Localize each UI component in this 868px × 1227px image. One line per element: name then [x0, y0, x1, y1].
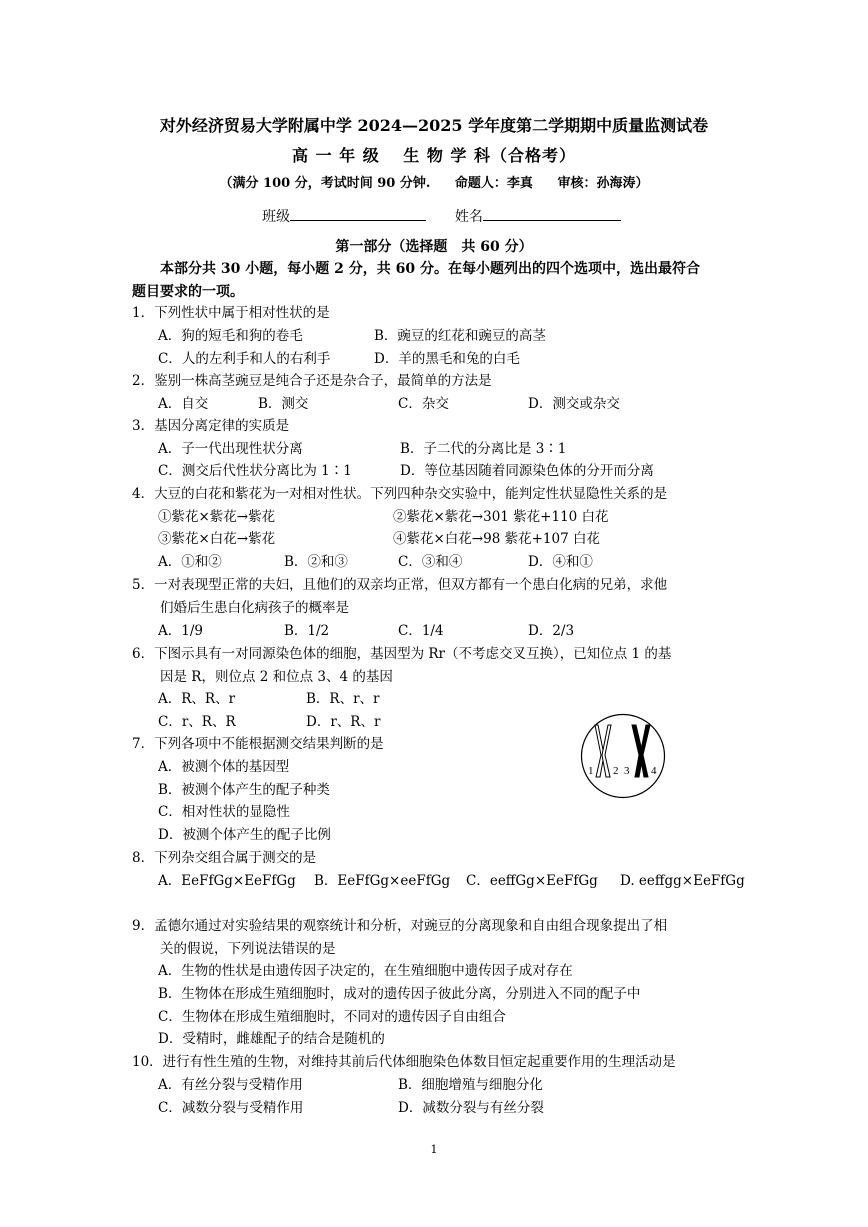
- student-info-line: [262, 206, 621, 226]
- answer-option: D．减数分裂与有丝分裂: [398, 1100, 544, 1116]
- answer-option: B．R、r、r: [306, 691, 380, 707]
- answer-option: C．人的左利手和人的右利手: [158, 351, 331, 367]
- answer-option: A．EeFfGg×EeFfGg: [158, 873, 296, 889]
- question-line: 7．下列各项中不能根据测交结果判断的是: [132, 736, 384, 752]
- answer-option: B．细胞增殖与细胞分化: [398, 1077, 543, 1093]
- answer-option: B．1/2: [284, 623, 330, 639]
- question-line: 2．鉴别一株高茎豌豆是纯合子还是杂合子，最简单的方法是: [132, 373, 492, 389]
- question-line: A．生物的性状是由遗传因子决定的，在生殖细胞中遗传因子成对存在: [158, 963, 573, 979]
- answer-option: B．测交: [258, 396, 309, 412]
- exam-info-author: 命题人：李真: [454, 176, 533, 191]
- answer-option: D．测交或杂交: [528, 396, 620, 412]
- answer-option: D．2/3: [528, 623, 575, 639]
- page-number: 1: [430, 1143, 438, 1156]
- exam-subtitle: 高 一 年 级 生 物 学 科（合格考）: [292, 146, 576, 165]
- section-title: 第一部分（选择题 共 60 分）: [335, 239, 533, 255]
- cell-outline: [582, 715, 665, 798]
- section-intro-line-2: 题目要求的一项。: [132, 284, 244, 300]
- question-line: 10．进行有性生殖的生物，对维持其前后代体细胞染色体数目恒定起重要作用的生理活动是: [132, 1054, 676, 1070]
- name-blank[interactable]: [483, 206, 621, 221]
- answer-option: C．③和④: [398, 554, 463, 570]
- answer-option: A．有丝分裂与受精作用: [158, 1077, 303, 1093]
- answer-option: C．r、R、R: [158, 714, 236, 730]
- answer-option: D．r、R、r: [306, 714, 381, 730]
- exam-info: [0, 172, 868, 191]
- question-line: C．相对性状的显隐性: [158, 804, 290, 820]
- exam-info-reviewer: 审核：孙海涛）: [557, 176, 649, 191]
- answer-option: D．④和①: [528, 554, 593, 570]
- question-line: 8．下列杂交组合属于测交的是: [132, 850, 317, 866]
- question-line: 关的假说，下列说法错误的是: [160, 941, 336, 957]
- right-chromosome: [632, 725, 650, 777]
- answer-option: D．羊的黑毛和兔的白毛: [374, 351, 520, 367]
- locus-2-label: 2: [613, 765, 619, 777]
- question-line: 因是 R，则位点 2 和位点 3、4 的基因: [160, 669, 393, 685]
- answer-option: B．豌豆的红花和豌豆的高茎: [374, 328, 546, 344]
- answer-option: B．②和③: [284, 554, 348, 570]
- answer-option: ②紫花×紫花→301 紫花+110 白花: [393, 509, 609, 525]
- class-label: 班级: [262, 209, 290, 225]
- answer-option: D. eeffgg×EeFfGg: [620, 873, 745, 889]
- locus-4-label: 4: [651, 765, 657, 777]
- answer-option: C．减数分裂与受精作用: [158, 1100, 304, 1116]
- answer-option: B．EeFfGg×eeFfGg: [314, 873, 451, 889]
- answer-option: ①紫花×紫花→紫花: [158, 509, 276, 525]
- section-intro: [132, 258, 742, 304]
- exam-info-score: （满分 100 分，考试时间 90 分钟.: [219, 176, 431, 191]
- exam-title: 对外经济贸易大学附属中学 2024—2025 学年度第二学期期中质量监测试卷: [159, 116, 709, 135]
- answer-option: C．杂交: [398, 396, 449, 412]
- question-line: 6．下图示具有一对同源染色体的细胞，基因型为 Rr（不考虑交叉互换），已知位点 1 的基: [132, 646, 672, 662]
- answer-option: C．测交后代性状分离比为 1∶1: [158, 463, 352, 479]
- section-intro-line-1: 本部分共 30 小题，每小题 2 分，共 60 分。在每小题列出的四个选项中，选出最符合: [160, 261, 700, 277]
- answer-option: C．eeffGg×EeFfGg: [466, 873, 598, 889]
- question-line: B．被测个体产生的配子种类: [158, 782, 330, 798]
- answer-option: A．R、R、r: [158, 691, 236, 707]
- question-line: 5．一对表现型正常的夫妇，且他们的双亲均正常，但双方都有一个患白化病的兄弟，求他: [132, 577, 668, 593]
- answer-option: A．狗的短毛和狗的卷毛: [158, 328, 303, 344]
- question-line: C．生物体在形成生殖细胞时，不同对的遗传因子自由组合: [158, 1009, 506, 1025]
- class-blank[interactable]: [290, 206, 426, 221]
- answer-option: ④紫花×白花→98 紫花+107 白花: [393, 531, 600, 547]
- chromosome-figure: [580, 713, 666, 799]
- question-line: 们婚后生患白化病孩子的概率是: [160, 600, 349, 616]
- answer-option: A．子一代出现性状分离: [158, 441, 303, 457]
- question-line: 3．基因分离定律的实质是: [132, 418, 290, 434]
- left-chromosome: [595, 725, 611, 777]
- question-line: B．生物体在形成生殖细胞时，成对的遗传因子彼此分离，分别进入不同的配子中: [158, 986, 641, 1002]
- answer-option: A．自交: [158, 396, 209, 412]
- answer-option: D．等位基因随着同源染色体的分开而分离: [400, 463, 654, 479]
- question-line: 1．下列性状中属于相对性状的是: [132, 305, 330, 321]
- answer-option: ③紫花×白花→紫花: [158, 531, 276, 547]
- question-line: 9．孟德尔通过对实验结果的观察统计和分析，对豌豆的分离现象和自由组合现象提出了相: [132, 918, 668, 934]
- question-line: D．受精时，雌雄配子的结合是随机的: [158, 1031, 385, 1047]
- answer-option: B．子二代的分离比是 3∶1: [400, 441, 567, 457]
- locus-1-label: 1: [588, 765, 594, 777]
- locus-3-label: 3: [624, 765, 630, 777]
- question-line: 4．大豆的白花和紫花为一对相对性状。下列四种杂交实验中，能判定性状显隐性关系的是: [132, 486, 668, 502]
- answer-option: A．①和②: [158, 554, 222, 570]
- answer-option: C．1/4: [398, 623, 444, 639]
- name-label: 姓名: [454, 209, 483, 225]
- question-line: A．被测个体的基因型: [158, 759, 290, 775]
- answer-option: A．1/9: [158, 623, 203, 639]
- question-line: D．被测个体产生的配子比例: [158, 827, 331, 843]
